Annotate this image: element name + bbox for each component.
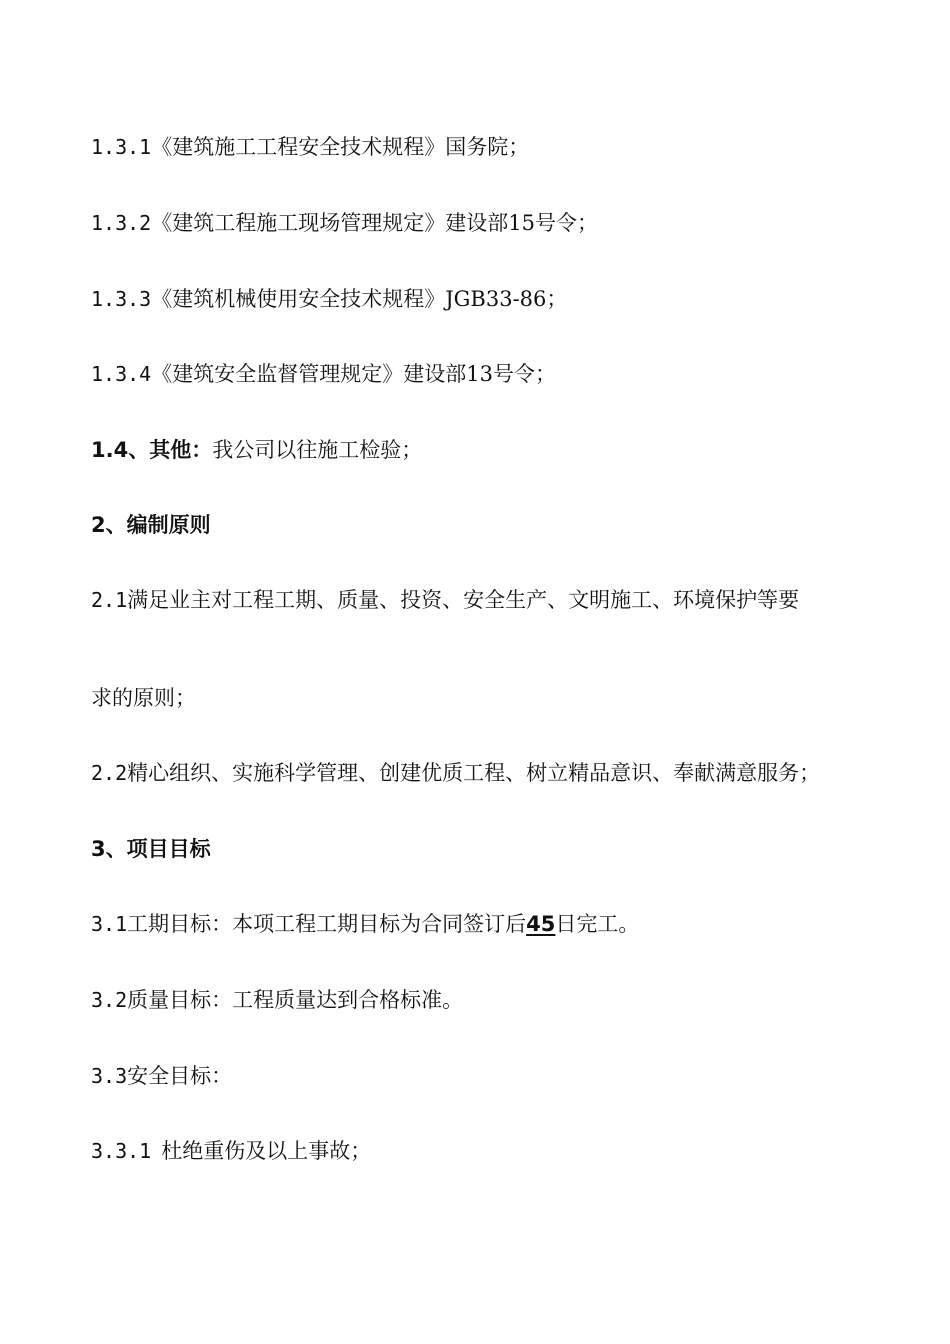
section-heading: 3、项目目标 (91, 837, 211, 861)
section-2-heading (91, 511, 211, 539)
clause-2-1-line1 (91, 586, 799, 614)
clause-3-2 (91, 986, 463, 1014)
section-heading: 1.4、其他： (91, 438, 213, 462)
clause-number: 3.3.1 (91, 1139, 152, 1163)
clause-text: 工期目标：本项工程工期目标为合同签订后 (127, 912, 527, 936)
clause-text: 杜绝重伤及以上事故； (161, 1139, 372, 1163)
clause-text: 求的原则； (91, 686, 196, 710)
clause-3-3-1 (91, 1137, 371, 1165)
clause-number: 1.3.3 (91, 287, 152, 311)
section-3-heading (91, 835, 211, 863)
clause-number: 1.3.4 (91, 362, 152, 386)
clause-3-3 (91, 1062, 232, 1090)
clause-number: 1.3.2 (91, 211, 152, 235)
clause-1-3-2 (91, 209, 598, 237)
clause-number: 3.3 (91, 1064, 128, 1088)
clause-2-2 (91, 759, 820, 787)
clause-text: 安全目标： (127, 1064, 233, 1088)
clause-text: 满足业主对工程工期、质量、投资、安全生产、文明施工、环境保护等要 (127, 588, 800, 612)
clause-text: 《建筑工程施工现场管理规定》建设部15号令； (151, 211, 598, 235)
clause-2-1-line2 (91, 684, 196, 712)
clause-text: 《建筑施工工程安全技术规程》国务院； (151, 135, 530, 159)
clause-3-1 (91, 910, 639, 938)
clause-text: 质量目标：工程质量达到合格标准。 (127, 988, 464, 1012)
clause-text: 日完工。 (555, 912, 640, 936)
clause-number: 1.3.1 (91, 135, 152, 159)
clause-text: 精心组织、实施科学管理、创建优质工程、树立精品意识、奉献满意服务； (127, 761, 821, 785)
clause-number: 3.1 (91, 912, 128, 936)
clause-1-3-3 (91, 285, 567, 313)
clause-text: 《建筑机械使用安全技术规程》JGB33-86； (151, 287, 568, 311)
clause-number: 2.2 (91, 761, 128, 785)
clause-1-4-other (91, 436, 422, 464)
days-value: 45 (526, 912, 556, 936)
clause-1-3-1 (91, 133, 529, 161)
clause-number: 3.2 (91, 988, 128, 1012)
clause-1-3-4 (91, 360, 556, 388)
clause-text: 《建筑安全监督管理规定》建设部13号令； (151, 362, 556, 386)
clause-number: 2.1 (91, 588, 128, 612)
section-heading: 2、编制原则 (91, 513, 211, 537)
clause-text: 我公司以往施工检验； (212, 438, 423, 462)
